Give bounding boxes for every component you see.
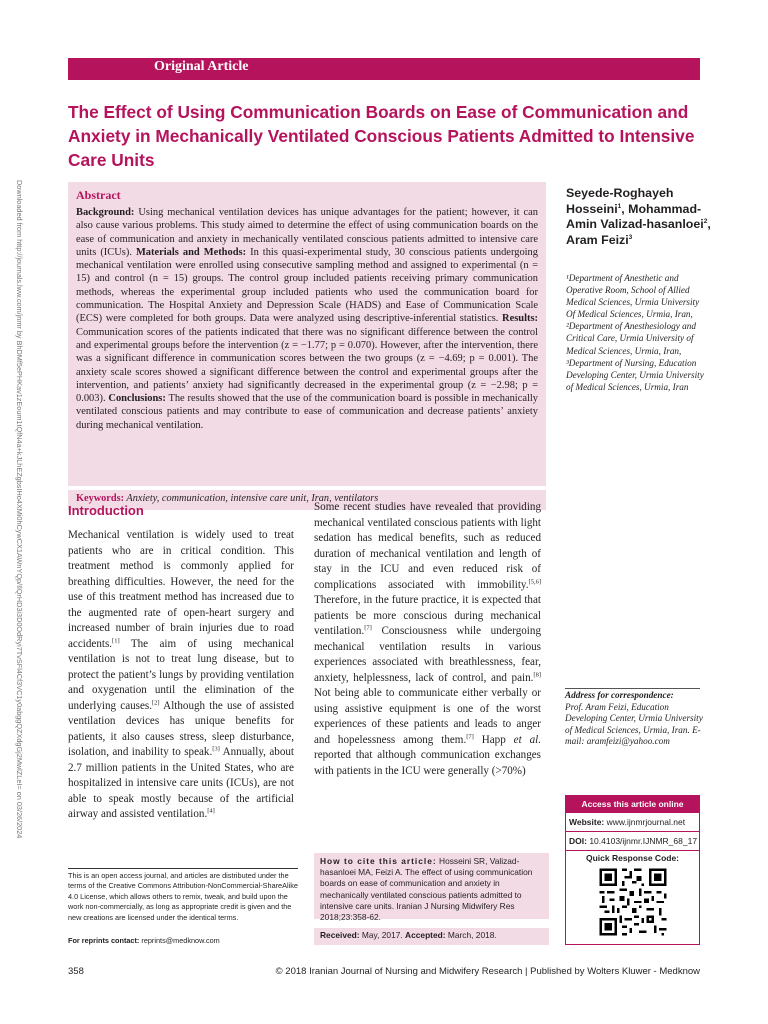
methods-text: In this quasi-experimental study, 30 conscious patients undergoing mechanical ventilation were enrolled using consecutive sampling method and assigned to experimental (n = 15) and control (n = 15) groups. The control group included patients receiving primary communication methods, whereas the experimental group included patients who used the communication board for communication. The Hospital Anxiety and Depression Scale (HADS) and Ease of Communication Scale (ECS) were completed for both groups. Data were analyzed using descriptive-inferential statistics. [76, 246, 538, 325]
abstract-heading: Abstract [76, 188, 121, 202]
correspondence-label: Address for correspondence: [565, 690, 674, 700]
background-text: Using mechanical ventilation devices has unique advantages for the patient; however, it can also cause various problems. This study aimed to determine the effect of using communication boards on the ease of communication and anxiety in mechanically ventilated conscious patients admitted to intensive care units (ICUs). [76, 207, 538, 258]
conclusions-text: The results showed that the use of the communication board is possible in mechanically ventilated conscious patients and may contribute to ease of communication and decrease patients’ anxiety during mechanical ventilation. [76, 393, 538, 431]
download-note [14, 180, 24, 1000]
citation-ref[interactable]: [5,6] [528, 577, 541, 585]
access-box [565, 795, 700, 945]
website-link[interactable]: www.ijnmrjournal.net [604, 817, 686, 827]
website-row[interactable] [566, 813, 699, 832]
body-text: Therefore, in the future practice, it is expected that patients be more conscious during mechanical ventilation. [314, 594, 541, 637]
doi-row[interactable] [566, 832, 699, 851]
citation-ref[interactable]: [7] [364, 624, 372, 632]
author-sup: 3 [628, 233, 633, 241]
reprints-contact [68, 936, 220, 945]
body-text: Happ [473, 733, 514, 746]
reprints-label: For reprints contact: [68, 936, 140, 945]
received-date: May, 2017. [359, 930, 406, 940]
section-label: Original Article [154, 59, 249, 74]
author-list [566, 186, 716, 248]
citation-ref[interactable]: [2] [152, 698, 160, 706]
license-note: This is an open access journal, and articles are distributed under the terms of the Creative Commons Attribution-NonCommercial-ShareAlike 4.0 License, which allows others to remix, tweak, and build upon the work non-commercially, as long as appropriate credit is given and the new creations are licensed under the identical terms. [68, 871, 298, 922]
website-label: Website: [569, 817, 605, 827]
keywords-label: Keywords: [76, 493, 125, 504]
intro-column-1 [68, 528, 294, 823]
citation-ref[interactable]: [8] [533, 670, 541, 678]
affiliations: ¹Department of Anesthetic and Operative Room, School of Allied Medical Sciences, Urmia University Of Medical Sciences, Urmia, Iran, ²Department of Anesthesiology and Critical Care, Urmia University of Medical Sciences, Urmia, Iran, ³Department of Nursing, Education Developing Center, Urmia University of Medical Sciences, Urmia, Iran [566, 273, 704, 392]
author-name: , Mohammad-Amin Valizad-hasanloei [566, 201, 704, 232]
abstract-text [76, 206, 538, 432]
correspondence [565, 690, 705, 748]
body-text: reported that although communication exchanges with patients in the ICU were generally (>70%) [314, 749, 541, 777]
correspondence-divider [565, 688, 700, 689]
author-sup: 2 [703, 218, 708, 226]
qr-label: Quick Response Code: [585, 853, 680, 863]
download-note-text: Downloaded from http://journals.lww.com/jnmr by BhDMf5ePHKav1zEoum1tQfN4a+kJLhEZgbsIHo4XMi0hCywCX1AWnYQp/IlQrHD3i3D0OdRyi7TvSFl4Cf3VC1y0abggQZXdgGj2MwlZLeI= on 03/26/2024 [15, 180, 24, 839]
accepted-label: Accepted: [405, 930, 446, 940]
intro-column-2 [314, 500, 541, 779]
results-text: Communication scores of the patients indicated that there was no significant difference between the control and experimental groups before the intervention (z = −1.77; p = 0.070). However, after the intervention, there was a significant difference in communication scores between the two groups (z = −4.69; p = 0.001). The anxiety scale scores showed a significant difference between the control and experimental groups after the intervention, and patients’ anxiety had significantly decreased in the experimental group (z = −2.98; p = 0.003). [76, 326, 538, 405]
citation-ref[interactable]: [1] [112, 636, 120, 644]
received-box [314, 928, 549, 945]
section-banner [68, 58, 700, 80]
body-text: The aim of using mechanical ventilation is not to treat lung disease, but to protect the patient’s lungs by providing ventilation and oxygenation until the elimination of the underlying causes. [68, 637, 294, 712]
reprints-email[interactable]: reprints@medknow.com [139, 936, 220, 945]
qr-code-icon[interactable] [597, 866, 669, 938]
et-al: et al. [513, 733, 541, 746]
body-text: Some recent studies have revealed that providing mechanical ventilated conscious patients with light sedation has medical benefits, such as reduced duration of mechanical ventilation and length of stay in the ICU and even reduced risk of complications associated with immobility. [314, 501, 541, 591]
doi-label: DOI: [569, 836, 587, 846]
citation-ref[interactable]: [7] [466, 732, 474, 740]
page-number: 358 [68, 966, 84, 977]
methods-label: Materials and Methods: [135, 246, 247, 258]
body-text: Although the use of assisted ventilation devices has unique benefits for patients, it also causes stress, sleep disturbance, isolation, and inability to speak. [68, 699, 294, 758]
conclusions-label: Conclusions: [108, 393, 166, 405]
author-name: , Aram Feizi [566, 217, 711, 247]
citation-ref[interactable]: [3] [212, 745, 220, 753]
background-label: Background: [76, 207, 135, 218]
body-text: Not being able to communicate either verbally or using assistive equipment is one of the worst experiences of these patients and leads to anger and hopelessness among them. [314, 687, 541, 746]
accepted-date: March, 2018. [445, 930, 497, 940]
article-title: The Effect of Using Communication Boards on Ease of Communication and Anxiety in Mechanically Ventilated Conscious Patients Admitted to Intensive Care Units [68, 102, 695, 170]
abstract-box [68, 182, 546, 486]
citation-box [314, 853, 549, 923]
license-divider [68, 868, 298, 869]
citation-label: How to cite this article: [320, 856, 437, 866]
author-name: Seyede-Roghayeh Hosseini [566, 186, 674, 216]
received-label: Received: [320, 930, 360, 940]
author-sup: 1 [617, 202, 622, 210]
footer-copyright: © 2018 Iranian Journal of Nursing and Midwifery Research | Published by Wolters Kluwer - Medknow [275, 966, 700, 977]
keywords-text: Anxiety, communication, intensive care unit, Iran, ventilators [124, 493, 379, 504]
body-text: Annually, about 2.7 million patients in the United States, who are hospitalized in intensive care units (ICUs), are not able to speak mostly because of the artificial airway and assisted ventilation. [68, 746, 294, 820]
doi-link[interactable]: 10.4103/ijnmr.IJNMR_68_17 [586, 836, 698, 846]
body-text: Mechanical ventilation is widely used to treat patients who are in critical condition. This treatment method is commonly applied for breathing difficulties. However, the need for the use of this treatment method has increased due to the augmented rate of open-heart surgery and increased number of brain injuries due to road accidents. [68, 529, 294, 650]
body-text: Consciousness while undergoing mechanical ventilation results in various experiences associated with breathlessness, fear, anxiety, helplessness, lack of control, and pain. [314, 625, 541, 684]
citation-text: Hosseini SR, Valizad-hasanloei MA, Feizi A. The effect of using communication boards on ease of communication and anxiety in mechanically ventilated conscious patients admitted to intensive care units. Iranian J Nursing Midwifery Res 2018;23:358-62. [320, 856, 533, 923]
citation-ref[interactable]: [4] [207, 807, 215, 815]
results-label: Results: [502, 313, 538, 325]
access-heading: Access this article online [566, 796, 699, 813]
introduction-heading: Introduction [68, 503, 144, 518]
correspondence-text: Prof. Aram Feizi, Education Developing Center, Urmia University of Medical Sciences, Urmia, Iran. E-mail: aramfeizi@yahoo.com [565, 701, 703, 747]
